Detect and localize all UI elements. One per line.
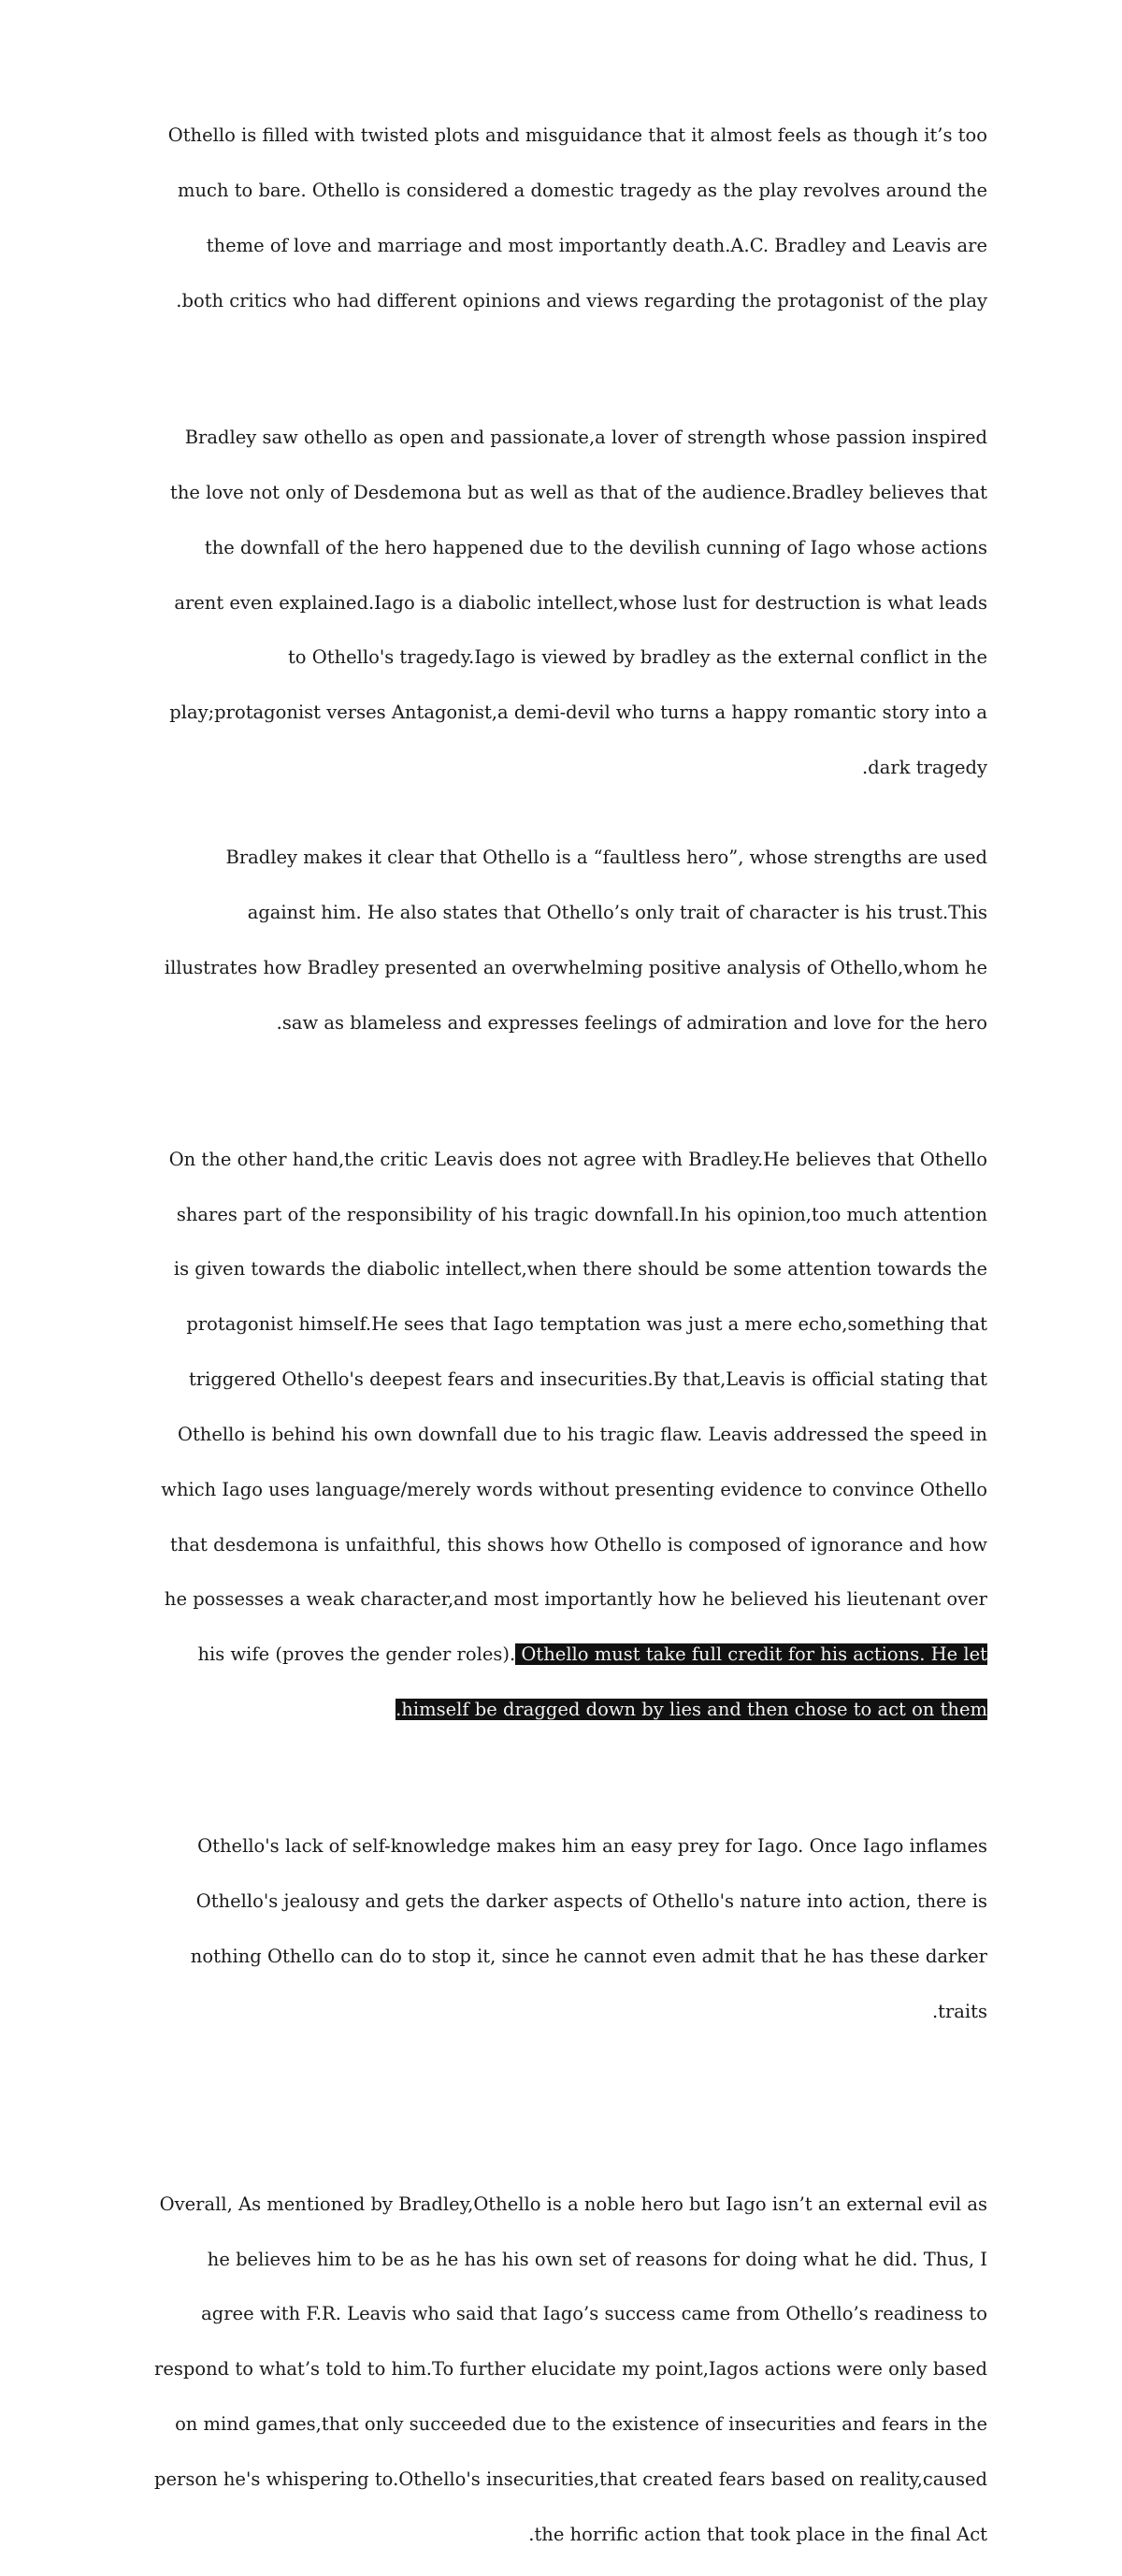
paragraph-line: .saw as blameless and expresses feelings of admiration and love for the hero (276, 1011, 987, 1034)
paragraph-bradley-faultless (123, 817, 987, 1064)
paragraph-line: Othello's lack of self-knowledge makes him an easy prey for Iago. Once Iago inflames (197, 1835, 987, 1858)
paragraph-line: .traits (931, 2000, 987, 2022)
paragraph-intro (123, 94, 987, 342)
paragraph-line: Othello's jealousy and gets the darker aspects of Othello's nature into action, there is (195, 1889, 987, 1912)
paragraph-line: against him. He also states that Othello’s only trait of character is his trust.This (247, 901, 987, 923)
paragraph-line: triggered Othello's deepest fears and insecurities.By that,Leavis is official stating that (188, 1368, 987, 1391)
paragraph-line: person he's whispering to.Othello's insecurities,that created fears based on reality,caused (154, 2467, 987, 2490)
paragraph-line: play;protagonist verses Antagonist,a demi-devil who turns a happy romantic story into a (169, 702, 987, 724)
paragraph-line: illustrates how Bradley presented an overwhelming positive analysis of Othello,whom he (164, 956, 987, 978)
paragraph-self-knowledge (123, 1805, 987, 2053)
paragraph-spacer (123, 809, 987, 817)
highlighted-text-segment: Othello must take full credit for his actions. He let (515, 1643, 987, 1666)
paragraph-line: Othello is filled with twisted plots and misguidance that it almost feels as though it’s too (167, 124, 987, 147)
paragraph-line: Othello is behind his own downfall due to his tragic flaw. Leavis addressed the speed in (177, 1423, 987, 1445)
paragraph-line: on mind games,that only succeeded due to the existence of insecurities and fears in the (175, 2413, 987, 2436)
paragraph-line: that desdemona is unfaithful, this shows how Othello is composed of ignorance and how (170, 1533, 987, 1556)
paragraph-spacer (123, 1751, 987, 1805)
paragraph-line: he believes him to be as he has his own set of reasons for doing what he did. Thus, I (207, 2248, 987, 2270)
paragraph-line: On the other hand,the critic Leavis does not agree with Bradley.He believes that Othello (168, 1148, 987, 1170)
paragraph-line: .the horrific action that took place in the final Act (528, 2523, 987, 2545)
paragraph-line: to Othello's tragedy.Iago is viewed by bradley as the external conflict in the (287, 646, 987, 669)
plain-text-segment: his wife (proves the gender roles). (197, 1643, 516, 1666)
paragraph-line: protagonist himself.He sees that Iago temptation was just a mere echo,something that (186, 1313, 987, 1336)
paragraph-line: Bradley saw othello as open and passionate,a lover of strength whose passion inspired (184, 427, 987, 449)
paragraph-line: arent even explained.Iago is a diabolic intellect,whose lust for destruction is what leads (174, 591, 987, 614)
paragraph-line: shares part of the responsibility of his tragic downfall.In his opinion,too much attention (176, 1203, 987, 1225)
paragraph-line: nothing Othello can do to stop it, since he cannot even admit that he has these darker (190, 1945, 987, 1967)
paragraph-spacer (123, 342, 987, 397)
paragraph-spacer (123, 1064, 987, 1118)
paragraph-line: .both critics who had different opinions and views regarding the protagonist of the play (176, 289, 987, 311)
paragraph-line: Bradley makes it clear that Othello is a “faultless hero”, whose strengths are used (225, 847, 987, 869)
paragraph-spacer (123, 2052, 987, 2163)
paragraph-line: which Iago uses language/merely words without presenting evidence to convince Othello (161, 1478, 987, 1500)
document-page (123, 94, 987, 2576)
paragraph-line: is given towards the diabolic intellect,when there should be some attention towards the (173, 1258, 987, 1281)
paragraph-line: theme of love and marriage and most importantly death.A.C. Bradley and Leavis are (206, 235, 987, 257)
paragraph-bradley-view (123, 397, 987, 809)
paragraph-line: Overall, As mentioned by Bradley,Othello is a noble hero but Iago isn’t an external evil as (159, 2192, 987, 2215)
paragraph-conclusion (123, 2163, 987, 2575)
paragraph-line: he possesses a weak character,and most importantly how he believed his lieutenant over (164, 1588, 987, 1611)
paragraph-line: respond to what’s told to him.To further elucidate my point,Iagos actions were only based (154, 2358, 987, 2381)
paragraph-line: much to bare. Othello is considered a domestic tragedy as the play revolves around the (177, 180, 987, 202)
paragraph-line-mixed (123, 1641, 987, 1668)
paragraph-line: the downfall of the hero happened due to the devilish cunning of Iago whose actions (204, 536, 987, 558)
paragraph-line: .dark tragedy (862, 756, 987, 778)
highlighted-text-segment: .himself be dragged down by lies and then chose to act on them (396, 1698, 987, 1720)
paragraph-leavis-view (123, 1118, 987, 1750)
paragraph-line: the love not only of Desdemona but as well as that of the audience.Bradley believes that (170, 481, 987, 503)
paragraph-line-highlighted (123, 1696, 987, 1723)
paragraph-line: agree with F.R. Leavis who said that Iago’s success came from Othello’s readiness to (201, 2303, 987, 2325)
